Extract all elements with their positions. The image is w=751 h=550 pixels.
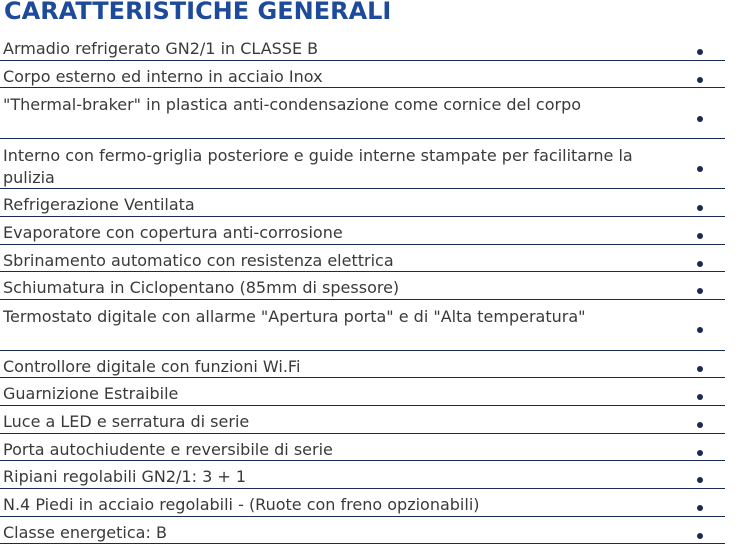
bullet-dot-icon [697,366,703,372]
bullet-dot-icon [697,166,703,172]
feature-list [0,33,751,544]
feature-row [0,351,751,379]
feature-text: Schiumatura in Ciclopentano (85mm di spessore) [3,278,400,298]
feature-text: N.4 Piedi in acciaio regolabili - (Ruote con freno opzionabili) [3,495,480,515]
feature-row [0,378,751,406]
bullet-dot-icon [697,533,703,539]
bullet-dot-icon [697,233,703,239]
feature-row [0,517,751,545]
feature-text: Luce a LED e serratura di serie [3,412,250,431]
feature-text: Armadio refrigerato GN2/1 in CLASSE B [3,39,319,58]
feature-row [0,245,751,273]
feature-text: Sbrinamento automatico con resistenza elettrica [3,250,394,270]
feature-text: Interno con fermo-griglia posteriore e guide interne stampate per facilitarne la pulizia [3,145,633,187]
feature-text: Corpo esterno ed interno in acciaio Inox [3,66,323,86]
feature-text: Termostato digitale con allarme "Apertura porta" e di "Alta temperatura" [3,307,586,327]
feature-text: Porta autochiudente e reversibile di serie [3,439,333,459]
feature-row [0,461,751,489]
feature-text: Classe energetica: B [3,522,167,542]
feature-row [0,406,751,434]
feature-text: Guarnizione Estraibile [3,384,179,404]
feature-text: Evaporatore con copertura anti-corrosione [3,223,343,243]
feature-row [0,61,751,89]
bullet-dot-icon [697,288,703,294]
feature-text: Ripiani regolabili GN2/1: 3 + 1 [3,467,247,487]
feature-row [0,272,751,300]
row-divider [0,543,725,544]
feature-text: "Thermal-braker" in plastica anti-condensazione come cornice del corpo [3,95,582,115]
bullet-dot-icon [697,327,703,333]
bullet-dot-icon [697,422,703,428]
feature-row [0,300,751,351]
bullet-dot-icon [697,49,703,55]
bullet-dot-icon [697,205,703,211]
bullet-dot-icon [697,505,703,511]
bullet-dot-icon [697,261,703,267]
feature-text: Refrigerazione Ventilata [3,195,195,215]
bullet-dot-icon [697,450,703,456]
feature-row [0,33,751,61]
page-title: CARATTERISTICHE GENERALI [4,0,392,25]
bullet-dot-icon [697,77,703,83]
bullet-dot-icon [697,394,703,400]
bullet-dot-icon [697,116,703,122]
feature-text: Controllore digitale con funzioni Wi.Fi [3,356,301,376]
bullet-dot-icon [697,477,703,483]
feature-row [0,217,751,245]
feature-row [0,434,751,462]
feature-row [0,88,751,139]
feature-row [0,139,751,190]
feature-row [0,489,751,517]
feature-row [0,189,751,217]
